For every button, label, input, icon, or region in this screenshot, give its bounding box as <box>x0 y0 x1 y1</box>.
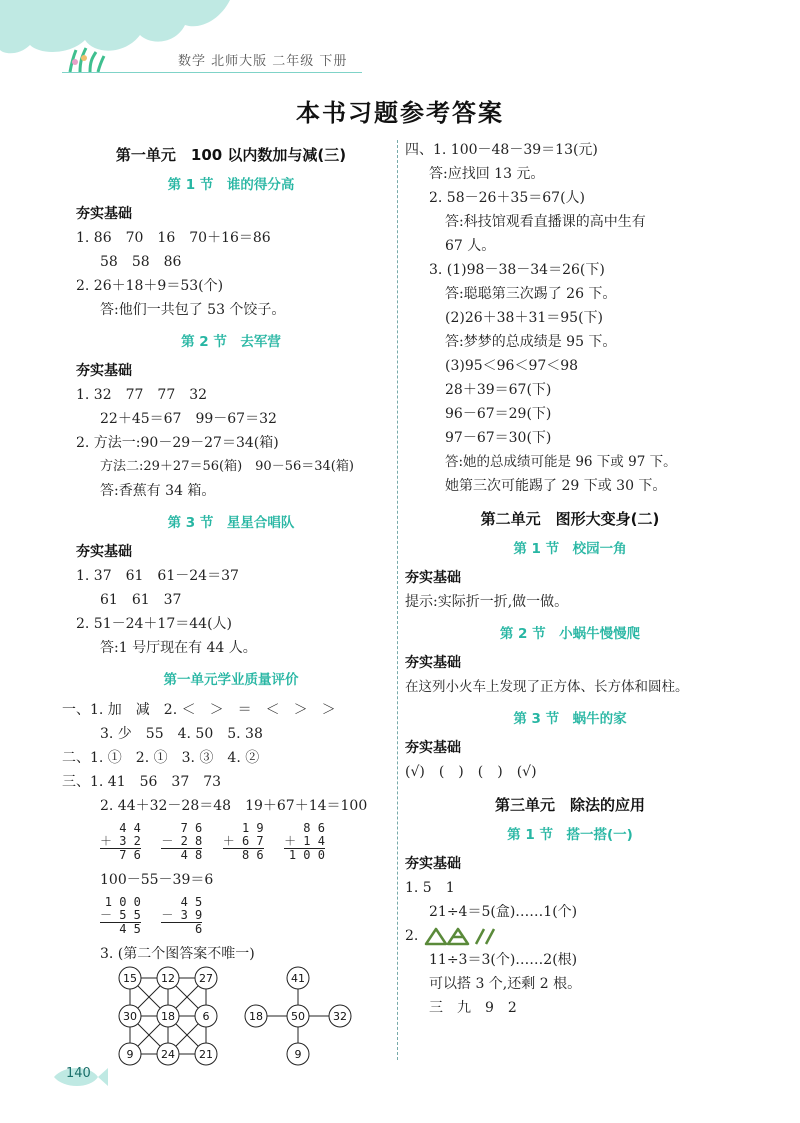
answer-line: 2. 51－24＋17＝44(人) <box>76 616 232 632</box>
answer-line: 3. (第二个图答案不唯一) <box>100 946 255 962</box>
answer-line: 2. 44＋32－28＝48 19＋67＋14＝100 <box>100 798 368 814</box>
cross-number: 32 <box>333 1010 347 1023</box>
answer-line: 答:她的总成绩可能是 96 下或 97 下。 <box>445 454 677 470</box>
section-title: 第 2 节 去军营 <box>181 334 281 350</box>
calc-row: 8 6 <box>241 848 264 862</box>
vertical-calculations <box>76 822 386 862</box>
section-label: 夯实基础 <box>76 206 132 222</box>
section-label: 夯实基础 <box>405 655 461 671</box>
vertical-calc <box>161 896 202 936</box>
answer-line: 四、1. 100－48－39＝13(元) <box>405 142 598 158</box>
calc-row: 4 8 <box>180 848 203 862</box>
grid-number: 27 <box>199 972 213 985</box>
grid-number: 30 <box>123 1010 137 1023</box>
cross-number: 50 <box>291 1010 305 1023</box>
page-title: 本书习题参考答案 <box>296 99 504 127</box>
section-label: 夯实基础 <box>76 544 132 560</box>
grid-number: 24 <box>161 1048 175 1061</box>
answer-line <box>405 924 735 948</box>
answer-line: 97－67＝30(下) <box>445 430 552 446</box>
header-text: 数学 北师大版 二年级 下册 <box>178 54 348 69</box>
answer-line: 67 人。 <box>445 238 496 254</box>
vertical-calculations <box>76 896 386 936</box>
answer-line: 2. 方法一:90－29－27＝34(箱) <box>76 435 279 451</box>
answer-line: (3)95＜96＜97＜98 <box>445 358 579 374</box>
answer-line: 三 九 9 2 <box>429 1000 517 1016</box>
grid-number: 12 <box>161 972 175 985</box>
answer-line: 58 58 86 <box>100 254 182 270</box>
section-title: 第 1 节 搭一搭(一) <box>507 827 633 843</box>
calc-row: 4 5 <box>180 895 203 909</box>
vertical-calc <box>100 822 141 862</box>
calc-row: 6 <box>195 922 203 936</box>
answer-line: 2. 58－26＋35＝67(人) <box>429 190 585 206</box>
column-divider <box>397 140 398 1060</box>
answer-line: 她第三次可能踢了 29 下或 30 下。 <box>445 478 667 494</box>
answer-line: 提示:实际折一折,做一做。 <box>405 594 569 610</box>
unit2-title: 第二单元 图形大变身(二) <box>480 510 660 528</box>
unit3-title: 第三单元 除法的应用 <box>494 796 645 814</box>
left-column <box>62 138 386 1082</box>
answer-line: 二、1. ① 2. ① 3. ③ 4. ② <box>62 750 260 766</box>
section-title: 第一单元学业质量评价 <box>163 672 299 688</box>
grid-number: 9 <box>126 1048 134 1061</box>
calc-row: 8 6 <box>303 821 325 835</box>
grid-number: 18 <box>161 1010 175 1023</box>
cross-number: 41 <box>291 972 305 985</box>
calc-row: － 5 5 <box>100 908 141 922</box>
grid-number: 6 <box>202 1010 210 1023</box>
cross-number: 9 <box>294 1048 302 1061</box>
answer-line: 3. (1)98－38－34＝26(下) <box>429 262 605 278</box>
answer-line: 21÷4＝5(盒)……1(个) <box>429 904 578 920</box>
triangles-sticks-icon <box>424 926 504 946</box>
answer-line: 61 61 37 <box>100 592 182 608</box>
answer-line: 100－55－39＝6 <box>100 872 214 888</box>
calc-row: ＋ 6 7 <box>222 834 264 848</box>
section-title: 第 1 节 谁的得分高 <box>167 177 295 193</box>
answer-line: 1. 86 70 16 70＋16＝86 <box>76 230 271 246</box>
calc-row: 1 0 0 <box>288 848 325 862</box>
calc-row: 7 6 <box>119 848 141 862</box>
answer-line: 1. 5 1 <box>405 880 455 896</box>
vertical-calc <box>223 822 264 862</box>
answer-line: 答:他们一共包了 53 个饺子。 <box>100 302 286 318</box>
vertical-calc <box>161 822 202 862</box>
answer-line: 答:香蕉有 34 箱。 <box>100 483 216 499</box>
section-title: 第 2 节 小蜗牛慢慢爬 <box>499 626 641 642</box>
answer-number: 2. <box>405 928 419 944</box>
calc-row: － 2 8 <box>161 834 203 848</box>
answer-line: 3. 少 55 4. 50 5. 38 <box>100 726 263 742</box>
number-puzzle-figures <box>106 966 406 1078</box>
answer-line: 可以搭 3 个,还剩 2 根。 <box>429 976 582 992</box>
section-label: 夯实基础 <box>76 363 132 379</box>
answer-line: 答:应找回 13 元。 <box>429 166 545 182</box>
calc-row: 7 6 <box>180 821 203 835</box>
grid-number: 15 <box>123 972 137 985</box>
calc-row: 1 9 <box>241 821 264 835</box>
grid-number: 21 <box>199 1048 213 1061</box>
answer-line: 96－67＝29(下) <box>445 406 552 422</box>
calc-row: － 3 9 <box>161 908 203 922</box>
answer-line: 1. 37 61 61－24＝37 <box>76 568 239 584</box>
answer-line: (2)26＋38＋31＝95(下) <box>445 310 604 326</box>
section-label: 夯实基础 <box>405 856 461 872</box>
calc-row: 4 4 <box>119 821 141 835</box>
calc-row: ＋ 3 2 <box>100 834 141 848</box>
answer-line: 一、1. 加 减 2. ＜ ＞ ＝ ＜ ＞ ＞ <box>62 702 336 718</box>
answer-line: 11÷3＝3(个)……2(根) <box>429 952 578 968</box>
section-title: 第 3 节 蜗牛的家 <box>513 711 627 727</box>
section-title: 第 1 节 校园一角 <box>513 541 627 557</box>
answer-line: 1. 32 77 77 32 <box>76 387 208 403</box>
section-title: 第 3 节 星星合唱队 <box>167 515 295 531</box>
right-column <box>405 138 735 1020</box>
page-number: 140 <box>66 1066 91 1081</box>
calc-row: 4 5 <box>119 922 141 936</box>
calc-row: ＋ 1 4 <box>284 834 325 848</box>
calc-row: 1 0 0 <box>104 895 141 909</box>
answer-line: 22＋45＝67 99－67＝32 <box>100 411 277 427</box>
unit1-title: 第一单元 100 以内数加与减(三) <box>115 146 347 164</box>
section-label: 夯实基础 <box>405 740 461 756</box>
answer-line: 28＋39＝67(下) <box>445 382 552 398</box>
answer-line: 三、1. 41 56 37 73 <box>62 774 222 790</box>
vertical-calc <box>284 822 325 862</box>
answer-line: 方法二:29＋27＝56(箱) 90－56＝34(箱) <box>100 459 354 474</box>
section-label: 夯实基础 <box>405 570 461 586</box>
answer-line: 答:聪聪第三次踢了 26 下。 <box>445 286 617 302</box>
answer-line: 答:科技馆观看直播课的高中生有 <box>445 214 646 230</box>
answer-line: 答:梦梦的总成绩是 95 下。 <box>445 334 617 350</box>
answer-line: 2. 26＋18＋9＝53(个) <box>76 278 224 294</box>
vertical-calc <box>100 896 141 936</box>
answer-line: (√) ( ) ( ) (√) <box>405 764 537 780</box>
cross-number: 18 <box>249 1010 263 1023</box>
answer-line: 答:1 号厅现在有 44 人。 <box>100 640 257 656</box>
header-line <box>62 72 362 73</box>
answer-line: 在这列小火车上发现了正方体、长方体和圆柱。 <box>405 679 689 695</box>
